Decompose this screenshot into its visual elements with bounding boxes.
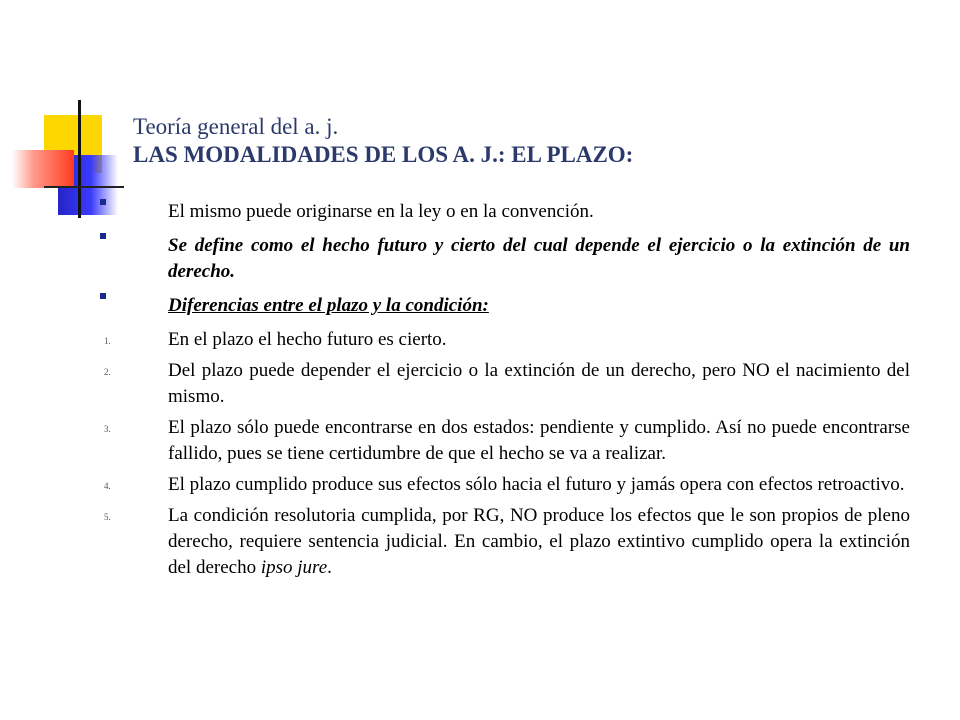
corner-decoration bbox=[0, 0, 140, 220]
square-bullet-icon bbox=[100, 293, 106, 299]
numbered-text: El plazo sólo puede encontrarse en dos estados: pendiente y cumplido. Así no puede encontrarse fallido, pues se tiene certidumbre de que el hecho se va a realizar. bbox=[168, 417, 910, 464]
numbered-text bbox=[168, 503, 910, 581]
item-number: 3. bbox=[104, 424, 111, 434]
square-bullet-icon bbox=[100, 233, 106, 239]
slide-title bbox=[133, 113, 933, 169]
title-line-1: Teoría general del a. j. bbox=[133, 114, 339, 139]
item-number: 5. bbox=[104, 512, 111, 522]
title-line-2: LAS MODALIDADES DE LOS A. J.: EL PLAZO: bbox=[133, 142, 634, 167]
item-number: 4. bbox=[104, 481, 111, 491]
numbered-text: El plazo cumplido produce sus efectos sólo hacia el futuro y jamás opera con efectos retroactivo. bbox=[168, 474, 905, 495]
vertical-line-shape bbox=[78, 100, 81, 218]
numbered-item bbox=[100, 415, 910, 467]
numbered-text-part: La condición resolutoria cumplida, por RG, NO produce los efectos que le son propios de pleno derecho, requiere sentencia judicial. En cambio, el plazo extintivo cumplido opera la extinción del derecho bbox=[168, 505, 910, 578]
latin-phrase: ipso jure bbox=[260, 557, 328, 578]
bullet-item bbox=[100, 293, 910, 319]
bullet-text-definition: Se define como el hecho futuro y cierto del cual depende el ejercicio o la extinción de un derecho. bbox=[168, 235, 910, 282]
numbered-item bbox=[100, 358, 910, 410]
item-number: 2. bbox=[104, 367, 111, 377]
bullet-text-heading: Diferencias entre el plazo y la condición: bbox=[168, 295, 489, 316]
item-number: 1. bbox=[104, 336, 111, 346]
bullet-item bbox=[100, 233, 910, 285]
numbered-text: En el plazo el hecho futuro es cierto. bbox=[168, 329, 447, 350]
red-gradient-shape bbox=[12, 150, 74, 188]
bullet-item bbox=[100, 199, 910, 225]
numbered-item bbox=[100, 327, 910, 353]
numbered-item bbox=[100, 472, 910, 498]
bullet-text: El mismo puede originarse en la ley o en la convención. bbox=[168, 201, 594, 222]
slide-content bbox=[100, 199, 910, 586]
horizontal-line-shape bbox=[44, 186, 124, 188]
numbered-item bbox=[100, 503, 910, 581]
square-bullet-icon bbox=[100, 199, 106, 205]
numbered-text-end: . bbox=[327, 557, 332, 578]
numbered-text: Del plazo puede depender el ejercicio o la extinción de un derecho, pero NO el nacimiento del mismo. bbox=[168, 360, 910, 407]
